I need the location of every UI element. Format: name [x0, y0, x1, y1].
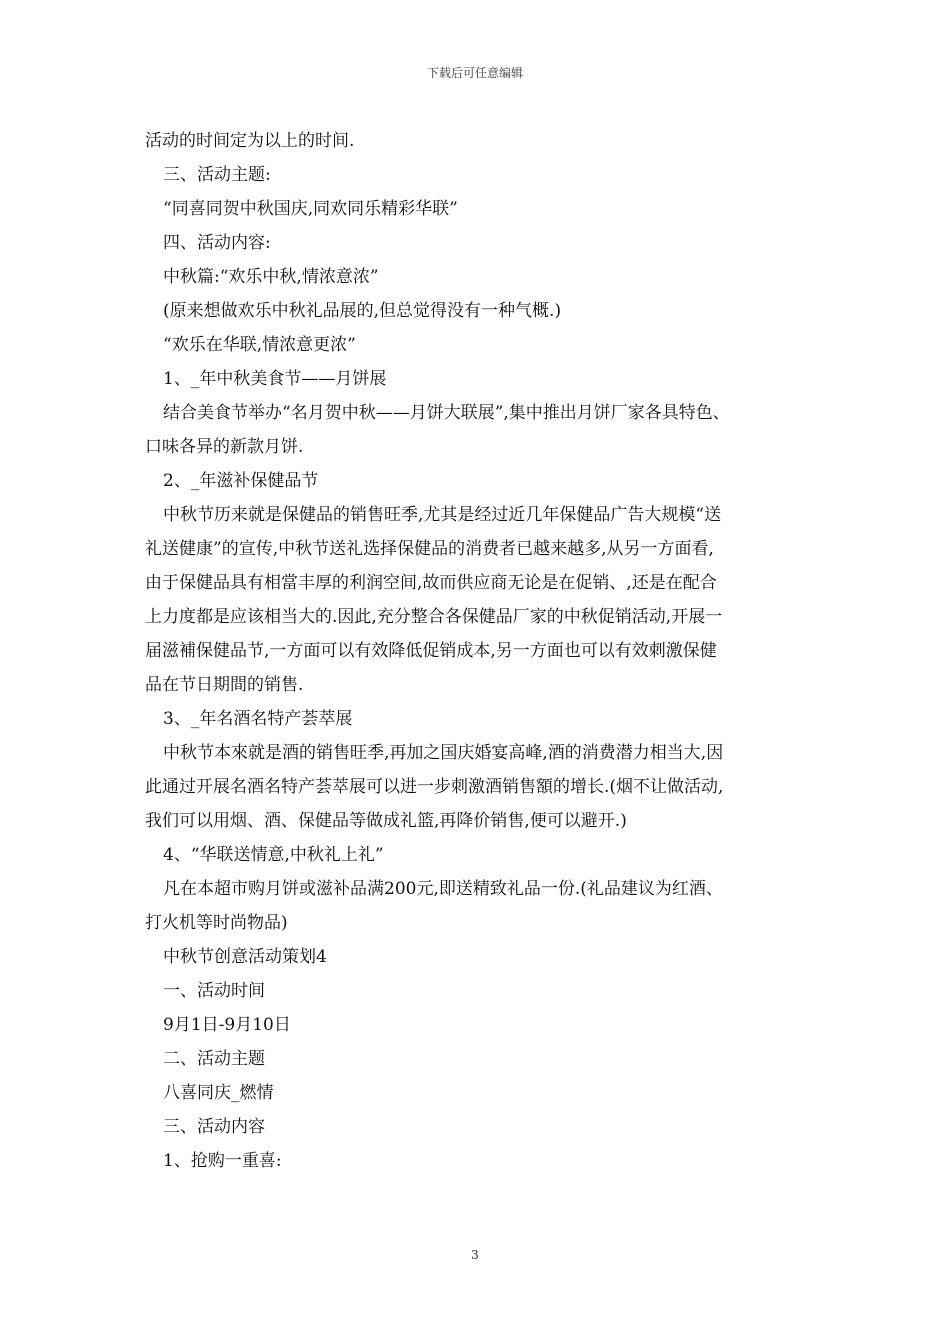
text-line: 口味各异的新款月饼.: [145, 437, 304, 457]
text-line: 打火机等时尚物品): [145, 913, 288, 933]
text-line: 二、活动主题: [163, 1049, 265, 1069]
text-line: 一、活动时间: [163, 981, 265, 1001]
text-line: 由于保健品具有相當丰厚的利润空间,故而供应商无论是在促销、,还是在配合: [145, 573, 717, 593]
text-line: 礼送健康”的宣传,中秋节送礼选择保健品的消费者已越来越多,从另一方面看,: [145, 539, 714, 559]
text-line: 活动的时间定为以上的时间.: [145, 131, 355, 151]
text-line: 品在节日期間的销售.: [145, 675, 304, 695]
text-line: “欢乐在华联,情浓意更浓”: [163, 335, 356, 355]
page-number: 3: [471, 1248, 479, 1262]
text-line: 中秋篇:“欢乐中秋,情浓意浓”: [163, 267, 379, 287]
text-line: 三、活动主题:: [163, 165, 271, 185]
text-line: (原来想做欢乐中秋礼品展的,但总觉得没有一种气概.): [163, 301, 562, 321]
text-line: 三、活动内容: [163, 1117, 265, 1137]
text-line: 我们可以用烟、酒、保健品等做成礼篮,再降价销售,便可以避开.): [145, 811, 627, 831]
text-line: 中秋节本來就是酒的销售旺季,再加之国庆婚宴高峰,酒的消费潜力相当大,因: [163, 743, 724, 763]
text-line: 凡在本超市购月饼或滋补品满200元,即送精致礼品一份.(礼品建议为红酒、: [163, 879, 723, 899]
page-header: 下载后可任意编辑: [426, 66, 523, 80]
text-line: 2、_年滋补保健品节: [163, 471, 319, 491]
text-line: 八喜同庆_燃情: [163, 1083, 274, 1103]
text-line: 结合美食节举办“名月贺中秋——月饼大联展”,集中推出月饼厂家各具特色、: [163, 403, 730, 423]
text-line: 四、活动内容:: [163, 233, 271, 253]
text-line: 4、“华联送情意,中秋礼上礼”: [163, 845, 384, 865]
text-line: 9月1日-9月10日: [163, 1015, 291, 1035]
text-line: 此通过开展名酒名特产荟萃展可以进一步刺激酒销售額的增长.(烟不让做活动,: [145, 777, 724, 797]
text-line: “同喜同贺中秋国庆,同欢同乐精彩华联”: [163, 199, 458, 219]
text-line: 1、抢购一重喜:: [163, 1151, 282, 1171]
text-line: 3、_年名酒名特产荟萃展: [163, 709, 353, 729]
text-line: 中秋节历来就是保健品的销售旺季,尤其是经过近几年保健品广告大规模“送: [163, 505, 722, 525]
text-line: 中秋节创意活动策划4: [163, 947, 327, 967]
text-line: 届滋補保健品节,一方面可以有效降低促销成本,另一方面也可以有效刺激保健: [145, 641, 717, 661]
document-body: [145, 124, 825, 1178]
text-line: 上力度都是应该相当大的.因此,充分整合各保健品厂家的中秋促销活动,开展一: [145, 607, 723, 627]
text-line: 1、_年中秋美食节——月饼展: [163, 369, 387, 389]
